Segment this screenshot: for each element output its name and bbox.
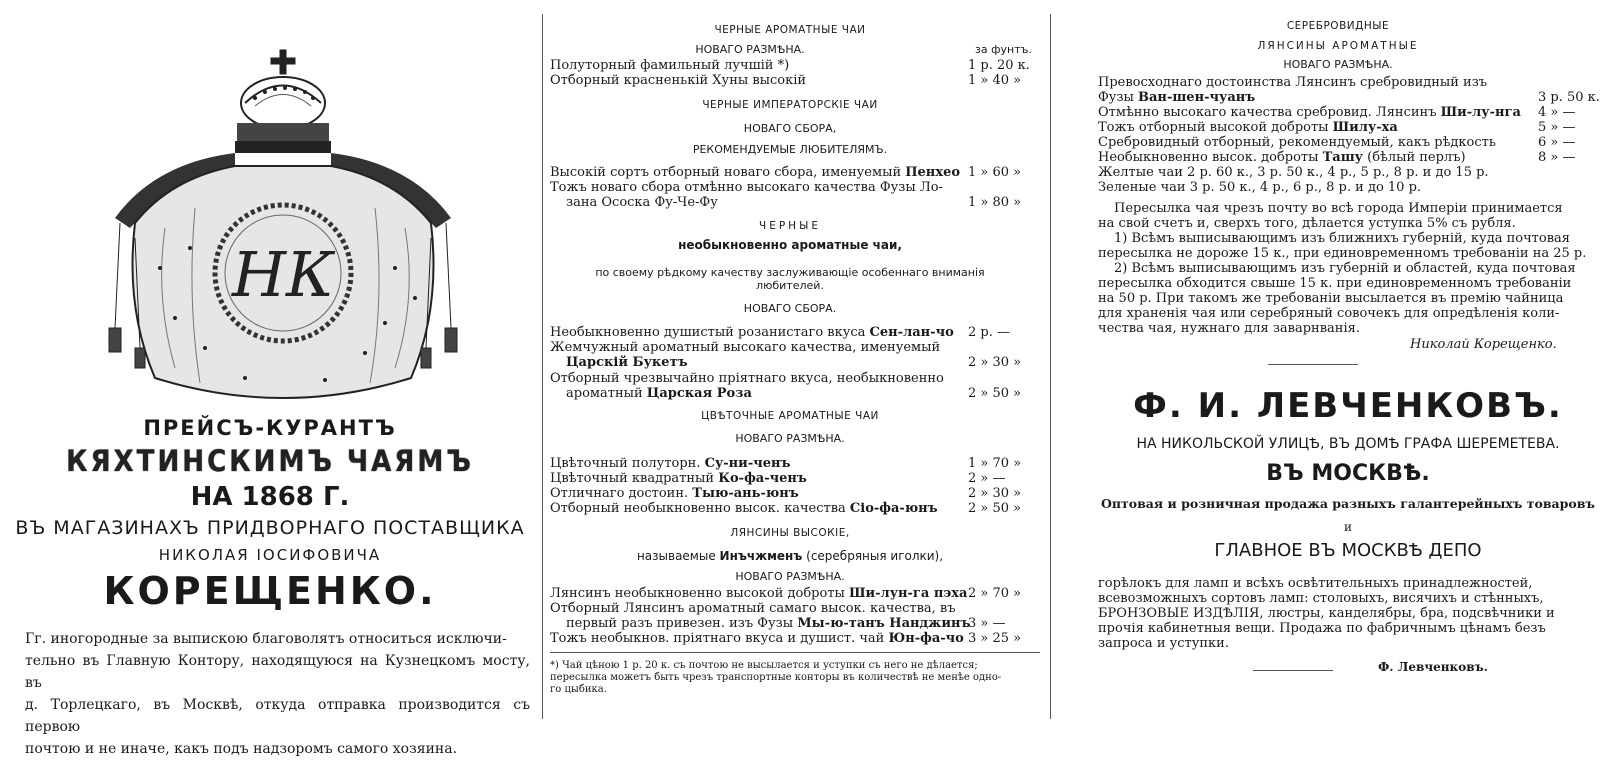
section-heading: ЧЕРНЫЕ [759,220,821,232]
section-subheading: НОВАГО РАЗМѢНА. [695,43,805,56]
row-text: Тожъ отборный высокой доброты [1098,120,1333,135]
heading-tea-name: Инъчжменъ [719,549,803,563]
notice-line: тельно въ Главную Контору, находящуюся на Кузнецкомъ мосту, въ [25,653,530,691]
price-row-price: 2 » 30 » [968,486,1022,501]
title-year: НА 1868 Г. [190,482,350,512]
price-row-name: Желтые чаи 2 р. 60 к., 3 р. 50 к., 4 р., 5 р., 8 р. и до 15 р. [1098,165,1489,180]
shipping-line: на 50 р. При такомъ же требованіи высылается въ премію чайница [1098,291,1564,306]
row-text: ароматный [566,386,647,401]
price-row-name [1098,120,1398,135]
section-heading: ЦВѢТОЧНЫЕ АРОМАТНЫЕ ЧАИ [701,410,879,422]
row-tea-name: Царскій Букетъ [566,355,688,370]
price-row-name [1098,150,1466,165]
depot-line: БРОНЗОВЫЕ ИЗДѢЛІЯ, люстры, канделябры, бра, подсвѣчники и [1098,606,1555,621]
price-row-name [1098,90,1255,105]
row-text: Отличнаго достоин. [550,486,693,501]
levchenkov-title: Ф. И. ЛЕВЧЕНКОВЪ. [1133,386,1563,426]
price-row-name [550,631,964,646]
section-heading: ЛЯНСИНЫ ВЫСОКІЕ, [730,527,850,539]
section-subheading: НОВАГО РАЗМѢНА. [735,570,845,583]
section-subheading: РЕКОМЕНДУЕМЫЕ ЛЮБИТЕЛЯМЪ. [692,143,888,156]
section-subheading: НОВАГО РАЗМѢНА. [735,432,845,445]
depot-line: прочія кабинетныя вещи. Продажа по фабричнымъ цѣнамъ безъ [1098,621,1546,636]
price-row-price: 6 » — [1538,135,1576,150]
signature-levchenkov: Ф. Левченковъ. [1378,660,1488,674]
price-row-name: Отборный Лянсинъ ароматный самаго высок. качества, въ [550,601,956,616]
title-surname: КОРЕЩЕНКО. [103,569,437,613]
price-row-name [550,616,970,631]
price-row-name [550,471,807,486]
price-row-price: 3 р. 50 к. [1538,90,1600,105]
shipping-line: на свой счетъ и, сверхъ того, дѣлается уступка 5% съ рубля. [1098,216,1516,231]
row-tea-name: Ташу [1322,150,1363,165]
price-row-price: 3 » 25 » [968,631,1022,646]
section-heading: СЕРЕБРОВИДНЫЕ [1286,20,1390,32]
row-tea-name: Тыю-ань-юнъ [692,486,799,501]
row-text: Необыкновенно высок. доброты [1098,150,1323,165]
price-row-name [550,586,967,601]
row-text: Отмѣнно высокаго качества сребровид. Лянсинъ [1098,105,1441,120]
shipping-line: для храненія чая или серебряный совочекъ для опредѣленія коли- [1098,306,1560,321]
levchenkov-depot: ГЛАВНОЕ ВЪ МОСКВѢ ДЕПО [1214,540,1482,561]
conjunction: и [1344,520,1352,534]
shipping-line: 2) Всѣмъ выписывающимъ изъ губерній и областей, куда почтовая [1114,261,1576,276]
shipping-line: 1) Всѣмъ выписывающимъ изъ ближнихъ губерній, куда почтовая [1114,231,1570,246]
row-text: Лянсинъ необыкновенно высокой доброты [550,586,849,601]
price-row-price: 1 р. 20 к. [968,58,1030,73]
price-row-price: 4 » — [1538,105,1576,120]
price-row-price: 2 » 70 » [968,586,1022,601]
crown-mantle-emblem-icon [95,48,475,408]
row-text: Цвѣточный квадратный [550,471,719,486]
price-row-name [550,456,790,471]
column-korechenko-title [0,0,540,757]
price-row-price: 8 » — [1538,150,1576,165]
title-price-list: ПРЕЙСЪ-КУРАНТЪ [143,416,397,440]
price-row-name: Отборный чрезвычайно пріятнаго вкуса, необыкновенно [550,371,944,386]
footnote-line: пересылка можетъ быть чрезъ транспортные конторы въ количествѣ не менѣе одно- [550,672,1002,683]
row-text: Фузы [1098,90,1139,105]
column-tea-prices [550,0,1070,726]
shipping-line: чества чая, нужнаго для заварнванія. [1098,321,1360,336]
footnote-line: го цыбика. [550,684,607,695]
row-tea-name: Ши-лун-га пэха [849,586,968,601]
row-text: Тожъ необыкнов. пріятнаго вкуса и душист. чай [550,631,889,646]
row-text: Высокій сортъ отборный новаго сбора, именуемый [550,165,906,180]
price-row-name: Отборный красненькій Хуны высокій [550,73,807,88]
row-text: Необыкновенно душистый розанистаго вкуса [550,325,870,340]
section-subheading: НОВАГО СБОРА. [743,302,837,315]
price-row-price: 5 » — [1538,120,1576,135]
heading-text: называемые [636,549,720,563]
monogram: НК [231,238,335,311]
title-kyakhta-teas: КЯХТИНСКИМЪ ЧАЯМЪ [66,444,474,478]
section-subheading: необыкновенно ароматные чаи, [678,238,902,252]
price-row-name: Превосходнаго достоинства Лянсинъ сребровидный изъ [1098,75,1488,90]
price-row-name [550,501,938,516]
row-tea-name: Шилу-ха [1332,120,1398,135]
row-tea-name: Царская Роза [646,386,752,401]
shipping-line: пересылка не дороже 15 к., при единовременномъ требованіи на 25 р. [1098,246,1587,261]
price-row-price: 1 » 60 » [968,165,1022,180]
price-row-name [550,325,954,340]
price-row-name: зана Ососка Фу-Че-Фу [566,195,718,210]
row-tea-name: Ван-шен-чуанъ [1138,90,1256,105]
price-row-price: 2 » 30 » [968,355,1022,370]
row-text: первый разъ привезен. изъ Фузы [566,616,798,631]
section-note: по своему рѣдкому качеству заслуживающіе особеннаго вниманія [595,266,985,279]
row-text: Цвѣточный полуторн. [550,456,705,471]
section-subheading: НОВАГО СБОРА, [743,122,837,135]
row-text: Отборный необыкновенно высок. качества [550,501,850,516]
section-heading: ЧЕРНЫЕ АРОМАТНЫЕ ЧАИ [714,24,866,36]
row-tea-name: Ко-фа-ченъ [718,471,807,486]
notice-line: Гг. иногородные за выпискою благоволятъ относиться исключи- [25,631,507,647]
depot-line: запроса и уступки. [1098,636,1229,651]
row-tea-name: Ши-лу-нга [1440,105,1521,120]
price-row-price: 1 » 70 » [968,456,1022,471]
price-row-name [550,386,752,401]
price-row-name: Тожъ новаго сбора отмѣнно высокаго качества Фузы Ло- [550,180,943,195]
price-row-price: 1 » 40 » [968,73,1022,88]
section-subheading: НОВАГО РАЗМѢНА. [1283,58,1393,71]
price-row-name: Жемчужный ароматный высокаго качества, именуемый [550,340,941,355]
price-row-name: Полуторный фамильный лучшій *) [550,58,790,73]
row-tea-name: Мы-ю-танъ Нанджинъ [797,616,971,631]
depot-line: всевозможныхъ сортовъ ламп: столовыхъ, висячихъ и стѣнныхъ, [1098,591,1544,606]
notice-paragraph [25,628,530,760]
column-silver-teas-and-levchenkov [1098,0,1617,726]
heading-text: (серебряныя иголки), [802,549,944,563]
row-tea-name: Юн-фа-чо [888,631,964,646]
price-row-name [1098,105,1521,120]
title-name: НИКОЛАЯ ІОСИФОВИЧА [158,546,382,564]
section-heading: ЧЕРНЫЕ ИМПЕРАТОРСКІЕ ЧАИ [702,99,878,111]
row-tea-name: Су-ни-ченъ [704,456,791,471]
row-tea-name: Сіо-фа-юнъ [849,501,938,516]
levchenkov-wholesale: Оптовая и розничная продажа разныхъ галантерейныхъ товаровъ [1101,496,1595,511]
price-row-price: 2 р. — [968,325,1010,340]
section-subheading [550,549,1030,563]
separator-rule [1268,364,1358,365]
row-text: (бѣлый перлъ) [1362,150,1466,165]
shipping-line: Пересылка чая чрезъ почту во всѣ города Имперіи принимается [1114,201,1563,216]
shipping-line: пересылка обходится свыше 15 к. при единовременномъ требованіи [1098,276,1572,291]
section-note: любителей. [756,279,824,292]
price-row-name: Зеленые чаи 3 р. 50 к., 4 р., 6 р., 8 р. и до 10 р. [1098,180,1422,195]
levchenkov-address: НА НИКОЛЬСКОЙ УЛИЦѢ, ВЪ ДОМѢ ГРАФА ШЕРЕМЕТЕВА. [1136,436,1560,452]
notice-line: почтою и не иначе, какъ подъ надзоромъ самого хозяина. [25,741,458,757]
signature-korechenko: Николай Корещенко. [1410,337,1557,352]
price-row-name [550,486,799,501]
depot-line: горѣлокъ для ламп и всѣхъ освѣтительныхъ принадлежностей, [1098,576,1533,591]
levchenkov-city: ВЪ МОСКВѢ. [1266,461,1430,486]
footnote-line: *) Чай цѣною 1 р. 20 к. съ почтою не высылается и уступки съ него не дѣлается; [550,660,978,671]
column-divider [542,14,543,719]
price-row-price: 2 » 50 » [968,501,1022,516]
row-tea-name: Пенхео [905,165,961,180]
price-row-price: 3 » — [968,616,1006,631]
price-row-price: 2 » — [968,471,1006,486]
title-shops: ВЪ МАГАЗИНАХЪ ПРИДВОРНАГО ПОСТАВЩИКА [15,517,525,539]
row-tea-name: Сен-лан-чо [869,325,954,340]
price-row-name [550,165,960,180]
price-row-name: Сребровидный отборный, рекомендуемый, какъ рѣдкость [1098,135,1496,150]
separator-rule [1253,670,1333,671]
price-row-price: 1 » 80 » [968,195,1022,210]
footnote-rule [550,652,1040,653]
column-divider [1050,14,1051,719]
price-row-price: 2 » 50 » [968,386,1022,401]
per-funt-label: за фунтъ. [975,43,1032,56]
section-heading: ЛЯНСИНЫ АРОМАТНЫЕ [1257,40,1419,52]
notice-line: д. Торлецкаго, въ Москвѣ, откуда отправка производится съ первою [25,697,530,735]
